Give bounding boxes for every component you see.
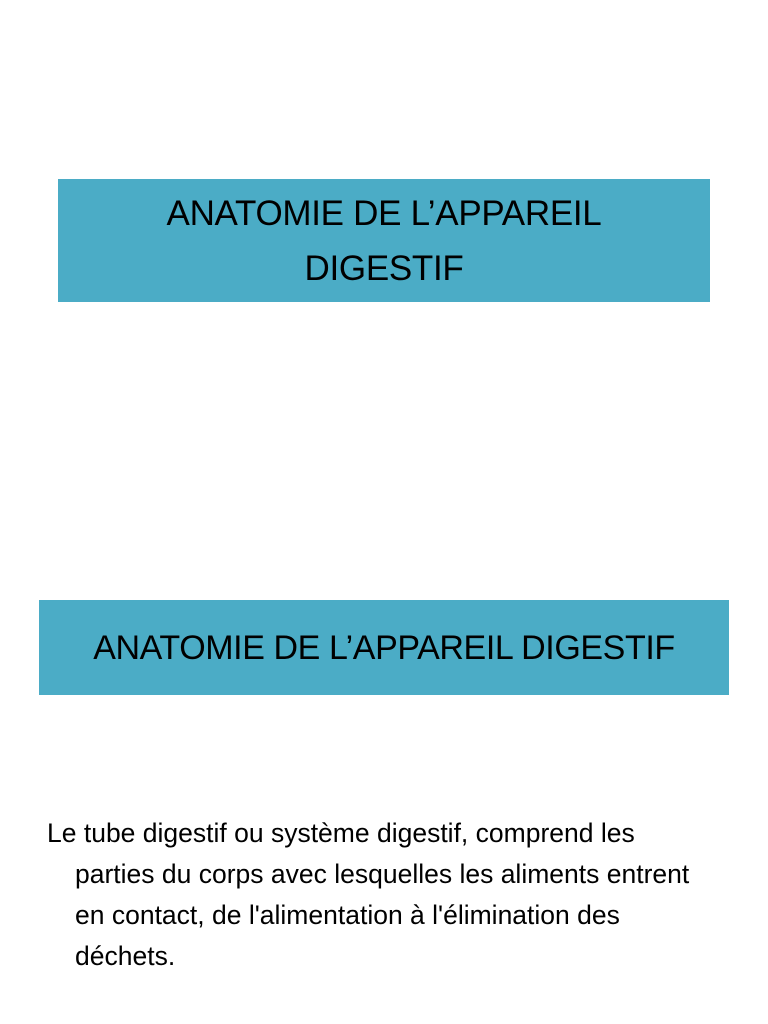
slide-title: ANATOMIE DE L’APPAREIL DIGESTIF	[166, 193, 602, 288]
second-slide-title-banner	[39, 600, 729, 695]
slide-title-banner	[58, 179, 710, 302]
body-paragraph: Le tube digestif ou système digestif, comprend les parties du corps avec lesquelles les aliments entrent en contact, de l'alimentation à l'élimination des déchets.	[47, 818, 690, 971]
second-slide-title: ANATOMIE DE L’APPAREIL DIGESTIF	[93, 628, 675, 667]
